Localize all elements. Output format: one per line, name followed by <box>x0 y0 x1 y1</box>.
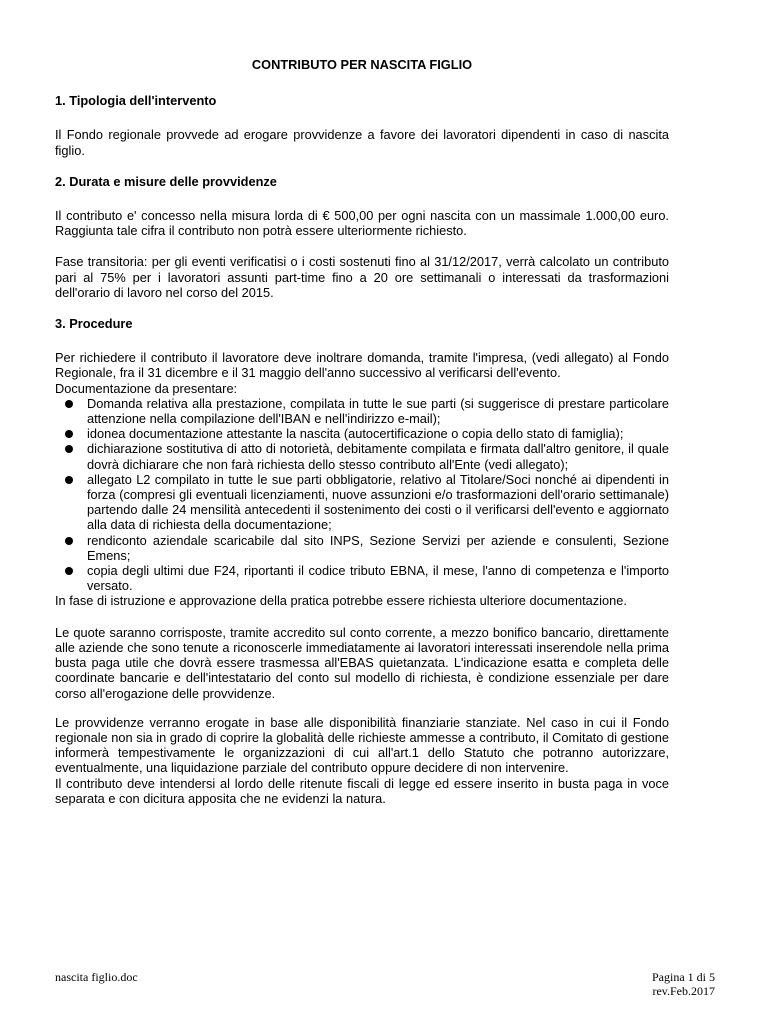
list-item-text: allegato L2 compilato in tutte le sue parti obbligatorie, relativo al Titolare/Soci nonché ai dipendenti in forza (compresi gli eventuali licenziamenti, nuove assunzioni e/o trasformazioni dell'orario settimanale) partendo dalle 24 mensilità antecedenti il sostenimento dei costi o il verificarsi dell'evento e aggiornato alla data di richiesta della documentazione; <box>87 471 669 533</box>
section-3-heading: 3. Procedure <box>55 316 133 332</box>
section-2-heading: 2. Durata e misure delle provvidenze <box>55 173 277 189</box>
section-2-paragraph-2: Fase transitoria: per gli eventi verificatisi o i costi sostenuti fino al 31/12/2017, verrà calcolato un contributo pari al 75% per i lavoratori assunti part-time fino a 20 ore settimanali o interessati da trasformazioni dell'orario di lavoro nel corso del 2015. <box>55 254 669 300</box>
list-item-text: dichiarazione sostitutiva di atto di notorietà, debitamente compilata e firmata dall'altro genitore, il quale dovrà dichiarare che non farà richiesta dello stesso contributo all'Ente (vedi allegato); <box>87 441 669 472</box>
list-item-text: copia degli ultimi due F24, riportanti il codice tributo EBNA, il mese, l'anno di competenza e l'importo versato. <box>87 563 669 594</box>
section-3-paragraph-4: Le provvidenze verranno erogate in base alle disponibilità finanziarie stanziate. Nel caso in cui il Fondo regionale non sia in grado di coprire la globalità delle richieste ammesse a contributo, il Comitato di gestione informerà tempestivamente le organizzazioni di cui all'art.1 dello Statuto che potranno autorizzare, eventualmente, una liquidazione parziale del contributo oppure decidere di non intervenire. <box>55 714 669 776</box>
bullet-icon <box>65 476 73 484</box>
section-3-paragraph-3: Le quote saranno corrisposte, tramite accredito sul conto corrente, a mezzo bonifico bancario, direttamente alle aziende che sono tenute a riconoscerle immediatamente ai lavoratori interessati inserendole nella prima busta paga utile che dovrà essere trasmessa all'EBAS quietanzata. L'indicazione esatta e completa delle coordinate bancarie e dell'intestatario del conto sul modello di richiesta, è condizione essenziale per dare corso all'erogazione delle provvidenze. <box>55 624 669 701</box>
footer-page-number: Pagina 1 di 5 <box>652 970 715 984</box>
bullet-icon <box>65 400 73 408</box>
list-item <box>87 441 669 471</box>
bullet-icon <box>65 445 73 453</box>
footer-filename: nascita figlio.doc <box>55 970 138 984</box>
list-item <box>87 563 669 593</box>
footer-revision: rev.Feb.2017 <box>652 984 715 998</box>
document-title: CONTRIBUTO PER NASCITA FIGLIO <box>251 57 473 72</box>
list-item <box>87 426 669 441</box>
list-item <box>87 396 669 426</box>
bullet-icon <box>65 430 73 438</box>
bullet-icon <box>65 567 73 575</box>
section-3-paragraph-2: In fase di istruzione e approvazione della pratica potrebbe essere richiesta ulteriore documentazione. <box>55 593 627 609</box>
list-item-text: rendiconto aziendale scaricabile dal sito INPS, Sezione Servizi per aziende e consulenti, Sezione Emens; <box>87 532 669 563</box>
section-2-paragraph-1: Il contributo e' concesso nella misura lorda di € 500,00 per ogni nascita con un massimale 1.000,00 euro. Raggiunta tale cifra il contributo non potrà essere ulteriormente richiesto. <box>55 208 669 239</box>
section-1-heading: 1. Tipologia dell'intervento <box>55 93 217 109</box>
document-page <box>55 57 669 806</box>
list-item <box>87 533 669 563</box>
section-3-paragraph-1: Per richiedere il contributo il lavoratore deve inoltrare domanda, tramite l'impresa, (vedi allegato) al Fondo Regionale, fra il 31 dicembre e il 31 maggio dell'anno successivo al verificarsi dell'evento. <box>55 350 669 381</box>
section-1-paragraph: Il Fondo regionale provvede ad erogare provvidenze a favore dei lavoratori dipendenti in caso di nascita figlio. <box>55 127 669 158</box>
list-item-text: idonea documentazione attestante la nascita (autocertificazione o copia dello stato di famiglia); <box>87 426 624 442</box>
section-3-paragraph-5: Il contributo deve intendersi al lordo delle ritenute fiscali di legge ed essere inserito in busta paga in voce separata e con dicitura apposita che ne evidenzi la natura. <box>55 775 669 806</box>
documentation-list <box>55 396 669 594</box>
list-item-text: Domanda relativa alla prestazione, compilata in tutte le sue parti (si suggerisce di prestare particolare attenzione nella compilazione dell'IBAN e nell'indirizzo e-mail); <box>87 395 669 427</box>
list-item <box>87 472 669 533</box>
bullet-icon <box>65 537 73 545</box>
footer-page-info <box>652 970 715 998</box>
documentation-label: Documentazione da presentare: <box>55 380 238 396</box>
